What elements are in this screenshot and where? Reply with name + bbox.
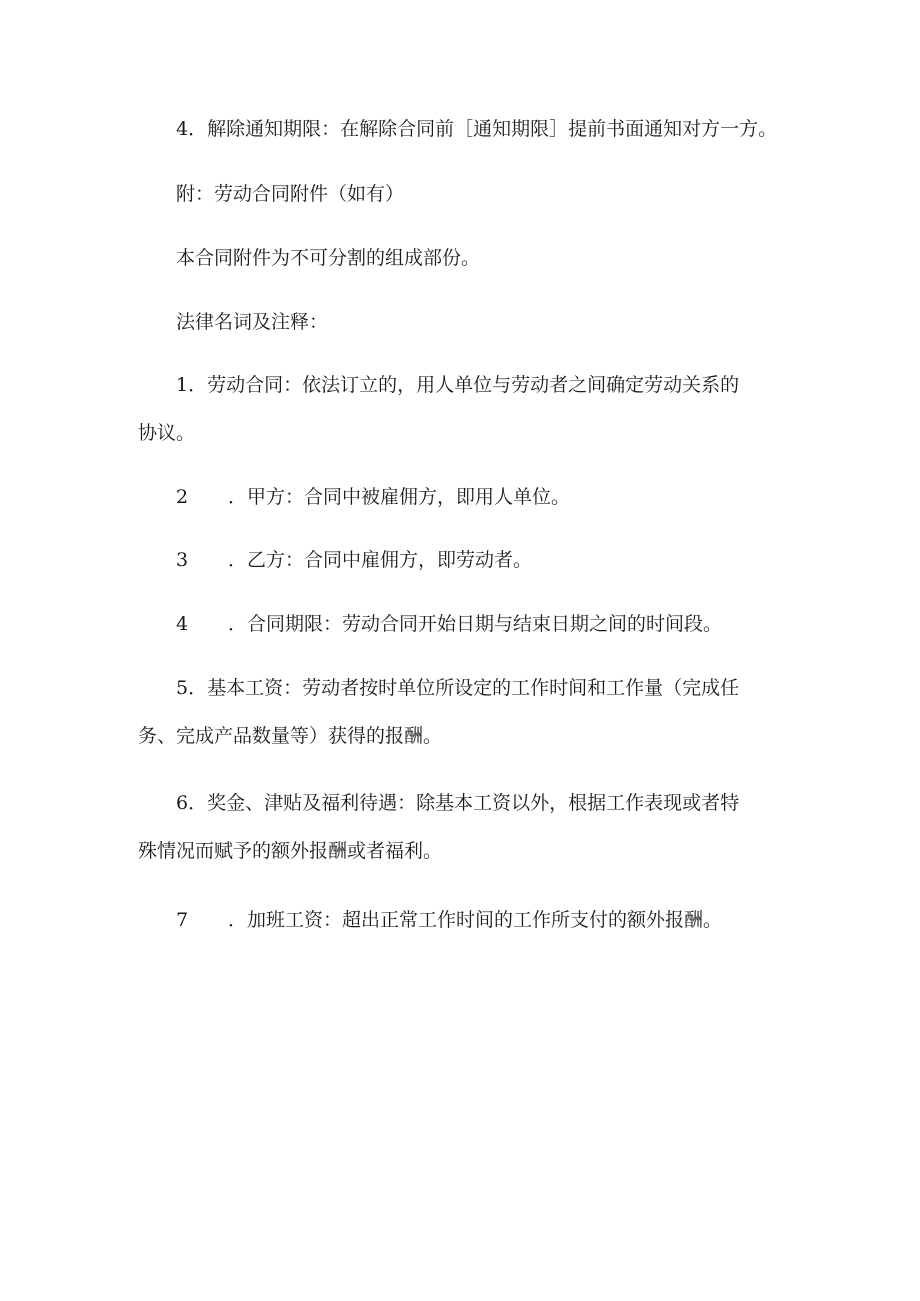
glossary-item-6-line1: 6．奖金、津贴及福利待遇：除基本工资以外，根据工作表现或者特 — [176, 792, 740, 814]
glossary-item-3-text: ．乙方：合同中雇佣方，即劳动者。 — [228, 549, 533, 571]
glossary-item-5-line2: 务、完成产品数量等）获得的报酬。 — [138, 725, 443, 747]
glossary-item-2 — [176, 484, 836, 510]
glossary-item-7-text: ．加班工资：超出正常工作时间的工作所支付的额外报酬。 — [228, 909, 723, 931]
glossary-item-7-number: 7 — [176, 909, 189, 931]
glossary-item-4 — [176, 611, 836, 637]
glossary-item-4-number: 4 — [176, 613, 189, 635]
glossary-item-5-line1: 5．基本工资：劳动者按时单位所设定的工作时间和工作量（完成任 — [176, 677, 740, 699]
glossary-item-2-number: 2 — [176, 486, 189, 508]
glossary-item-3-number: 3 — [176, 549, 189, 571]
glossary-item-1-line1: 1．劳动合同：依法订立的，用人单位与劳动者之间确定劳动关系的 — [176, 374, 740, 396]
glossary-item-1-line2: 协议。 — [138, 422, 196, 444]
paragraph-termination-notice: 4．解除通知期限：在解除合同前［通知期限］提前书面通知对方一方。 — [176, 118, 778, 140]
glossary-item-7 — [176, 907, 836, 933]
glossary-item-2-text: ．甲方：合同中被雇佣方，即用人单位。 — [228, 486, 571, 508]
glossary-item-4-text: ．合同期限：劳动合同开始日期与结束日期之间的时间段。 — [228, 613, 723, 635]
paragraph-attachment-note: 本合同附件为不可分割的组成部份。 — [176, 247, 481, 269]
paragraph-attachment-heading: 附：劳动合同附件（如有） — [176, 183, 405, 205]
glossary-item-3 — [176, 547, 836, 573]
paragraph-glossary-heading: 法律名词及注释： — [176, 311, 329, 333]
glossary-item-6-line2: 殊情况而赋予的额外报酬或者福利。 — [138, 840, 443, 862]
